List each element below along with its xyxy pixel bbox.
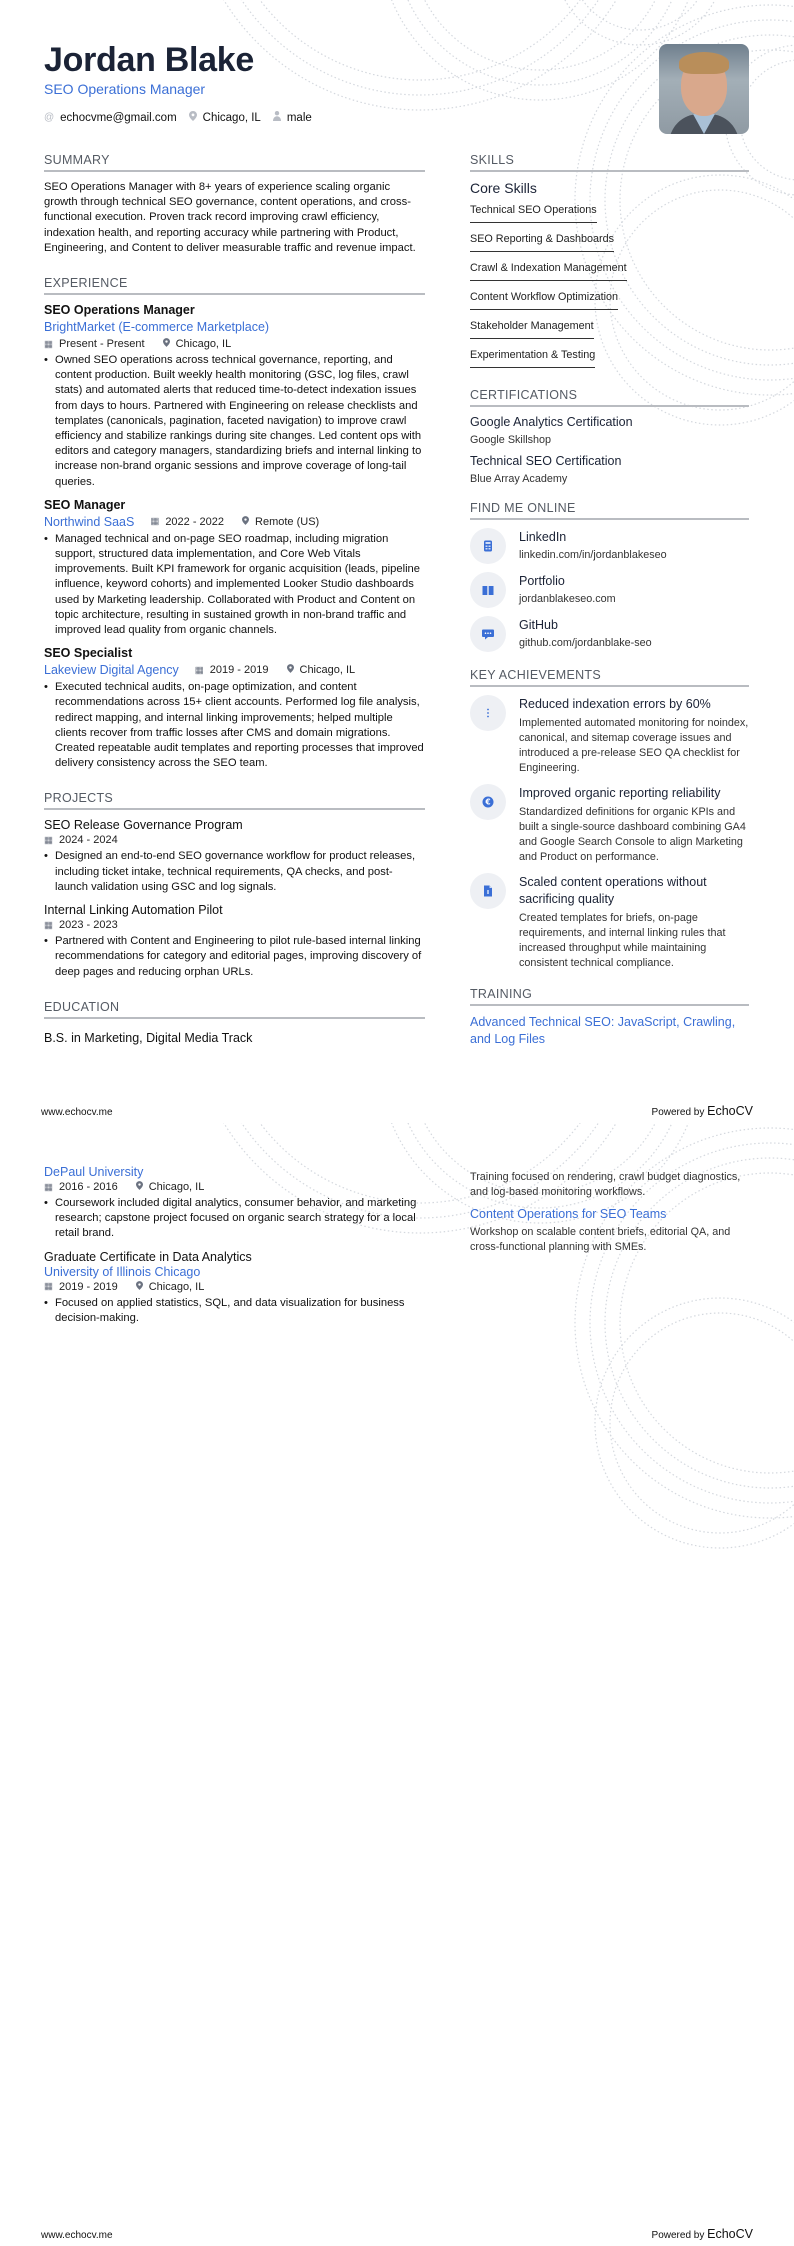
candidate-name: Jordan Blake [44, 41, 254, 79]
experience-item [44, 303, 425, 490]
left-column [44, 153, 425, 1045]
calendar-icon: ▦ [44, 338, 53, 350]
online-section [470, 501, 749, 652]
right-column-continued [470, 1168, 749, 1255]
calculator-icon [470, 528, 506, 564]
certifications-section [470, 388, 749, 485]
map-pin-icon [242, 516, 249, 528]
online-label: LinkedIn [519, 530, 567, 544]
section-title-online: FIND ME ONLINE [470, 501, 749, 520]
section-title-certifications: CERTIFICATIONS [470, 388, 749, 407]
skill-item: Crawl & Indexation Management [470, 260, 627, 281]
chat-bubble-icon [470, 616, 506, 652]
training-desc: Training focused on rendering, crawl budget diagnostics, and log-based monitoring workflows. [470, 1171, 741, 1198]
achievement-desc: Created templates for briefs, on-page requirements, and internal linking rules that increased throughput while maintaining consistent technical compliance. [519, 912, 726, 969]
map-pin-icon [287, 664, 294, 676]
skill-item: Stakeholder Management [470, 318, 594, 339]
online-item-portfolio[interactable] [470, 572, 749, 608]
project-item [44, 818, 425, 895]
footer-site[interactable]: www.echocv.me [41, 1107, 113, 1118]
education-item [44, 1250, 425, 1326]
book-icon [470, 572, 506, 608]
profile-photo [659, 44, 749, 134]
calendar-icon: ▦ [44, 834, 53, 846]
education-bullet: • Coursework included digital analytics, consumer behavior, and marketing research; capstone project focused on organic search strategy for a local retail brand. [44, 1197, 417, 1240]
achievement-title: Reduced indexation errors by 60% [519, 697, 711, 711]
job-location: Chicago, IL [299, 664, 356, 677]
achievement-desc: Standardized definitions for organic KPIs and built a single-source dashboard combining GA4 and Google Search Console to align Marketing and Product on performance. [519, 806, 746, 863]
footer-powered: Powered by EchoCV [651, 2227, 753, 2241]
job-meta [195, 664, 373, 676]
job-title: SEO Manager [44, 497, 126, 512]
online-url[interactable]: linkedin.com/in/jordanblakeseo [519, 549, 667, 561]
resume-header [44, 40, 644, 124]
achievement-desc: Implemented automated monitoring for noindex, canonical, and sitemap coverage issues and introduced a pre-release SEO QA checklist for Engineering. [519, 717, 749, 774]
project-title: SEO Release Governance Program [44, 818, 243, 833]
education-section [44, 1000, 425, 1045]
project-bullet: • Partnered with Content and Engineering to pilot rule-based internal linking recommendations for category and editorial pages, improving discovery of deep pages and reducing orphan URLs. [44, 935, 422, 978]
skills-group-title: Core Skills [470, 180, 537, 196]
file-icon [470, 873, 506, 909]
achievement-item [470, 873, 749, 971]
map-pin-icon [189, 111, 197, 124]
map-pin-icon [136, 1181, 143, 1193]
project-title: Internal Linking Automation Pilot [44, 903, 223, 918]
euro-icon [470, 784, 506, 820]
education-dates: 2019 - 2019 [58, 1280, 118, 1293]
gender-text: male [286, 111, 312, 124]
footer-powered: Powered by EchoCV [651, 1104, 753, 1118]
at-icon: @ [44, 112, 55, 123]
job-bullet: • Managed technical and on-page SEO roadmap, including migration support, structured data implementation, and Core Web Vitals improvements. Built KPI framework for organic acquisition (leads, pipeline influence, keyword cohorts) and implemented Looker Studio dashboards used by Marketing leadership. Collaborated with Product and Content on topic architecture, resulting in sustained growth in non-brand traffic and improved lead quality from organic channels. [44, 532, 420, 637]
job-bullet: • Owned SEO operations across technical governance, reporting, and content production. Built weekly health monitoring (GSC, log files, crawl stats) and automated alerts that reduced time-to-detect indexation issues from days to hours. Partnered with Engineering on release checklists and templates (canonicals, pagination, faceted navigation) to improve crawl efficiency and stabilize rankings during site changes. Led content ops with editors and category managers, standardizing briefs and internal linking to increase non-brand organic sessions and improve coverage of long-tail queries. [44, 354, 422, 488]
skill-item: SEO Reporting & Dashboards [470, 231, 614, 252]
summary-text: SEO Operations Manager with 8+ years of experience scaling organic growth through technical SEO governance, content operations, and cross-functional execution. Proven track record improving crawl efficiency, indexation health, and reporting accuracy while partnering with Product, Engineering, and Content to deliver measurable traffic and revenue impact. [44, 181, 416, 254]
company-name[interactable]: Lakeview Digital Agency [44, 663, 179, 678]
certification-org: Google Skillshop [470, 434, 552, 446]
calendar-icon: ▦ [44, 1281, 53, 1293]
section-title-achievements: KEY ACHIEVEMENTS [470, 668, 749, 687]
online-item-github[interactable] [470, 616, 749, 652]
education-dates: 2016 - 2016 [58, 1181, 118, 1193]
person-icon [273, 111, 281, 124]
email-text: echocvme@gmail.com [60, 111, 177, 124]
contact-location [189, 111, 261, 124]
job-dates: Present - Present [58, 338, 145, 351]
school-name[interactable]: University of Illinois Chicago [44, 1264, 201, 1279]
school-name[interactable]: DePaul University [44, 1165, 144, 1179]
company-name[interactable]: Northwind SaaS [44, 514, 135, 529]
job-location: Remote (US) [255, 515, 320, 528]
job-meta [44, 338, 425, 350]
achievement-item [470, 695, 749, 776]
calendar-icon: ▦ [44, 1181, 53, 1193]
section-title-skills: SKILLS [470, 153, 749, 172]
experience-item [44, 498, 425, 638]
right-column [470, 153, 749, 1048]
education-item [44, 1165, 425, 1242]
section-title-experience: EXPERIENCE [44, 276, 425, 295]
vertical-dots-icon [470, 695, 506, 731]
online-label: GitHub [519, 618, 558, 632]
online-label: Portfolio [519, 574, 565, 588]
calendar-icon: ▦ [194, 664, 204, 676]
achievement-item [470, 784, 749, 865]
footer-brand[interactable]: EchoCV [707, 2227, 753, 2241]
certification-org: Blue Array Academy [470, 473, 568, 485]
achievement-title: Improved organic reporting reliability [519, 786, 721, 800]
training-section [470, 987, 749, 1048]
experience-item [44, 646, 425, 771]
training-title: Content Operations for SEO Teams [470, 1207, 667, 1221]
skill-item: Technical SEO Operations [470, 202, 597, 223]
contact-row [44, 111, 644, 124]
education-location: Chicago, IL [148, 1181, 205, 1193]
job-bullet: • Executed technical audits, on-page optimization, and content recommendations across 15+ client accounts. Performed log file analysis, redirect mapping, and internal linking improvements; helped multiple clients recover from traffic losses after CMS and domain migrations. Created repeatable audit templates and reporting processes that improved delivery consistency across the SEO team. [44, 681, 424, 770]
candidate-role: SEO Operations Manager [44, 81, 206, 97]
achievements-section [470, 668, 749, 971]
job-meta [150, 516, 337, 528]
training-desc: Workshop on scalable content briefs, editorial QA, and cross-functional planning with SMEs. [470, 1226, 731, 1253]
section-title-projects: PROJECTS [44, 791, 425, 810]
section-title-training: TRAINING [470, 987, 749, 1006]
certification-name: Technical SEO Certification [470, 454, 622, 468]
education-location: Chicago, IL [148, 1280, 205, 1293]
online-item-linkedin[interactable] [470, 528, 749, 564]
education-degree: B.S. in Marketing, Digital Media Track [44, 1030, 253, 1045]
company-name[interactable]: BrightMarket (E-commerce Marketplace) [44, 320, 270, 335]
achievement-title: Scaled content operations without sacrificing quality [519, 875, 707, 906]
skill-list [470, 200, 749, 374]
online-url[interactable]: jordanblakeseo.com [519, 593, 616, 605]
education-degree: Graduate Certificate in Data Analytics [44, 1249, 252, 1264]
project-dates: 2023 - 2023 [58, 919, 118, 932]
job-dates: 2022 - 2022 [165, 515, 225, 528]
online-url[interactable]: github.com/jordanblake-seo [519, 637, 652, 649]
education-bullet: • Focused on applied statistics, SQL, and data visualization for business decision-making. [44, 1296, 405, 1324]
project-dates: 2024 - 2024 [58, 834, 118, 847]
project-bullet: • Designed an end-to-end SEO governance workflow for product releases, including ticket intake, technical requirements, QA checks, and post-launch validation using GSC and log signals. [44, 850, 416, 893]
job-dates: 2019 - 2019 [209, 664, 269, 677]
contact-email[interactable] [44, 112, 177, 124]
section-title-summary: SUMMARY [44, 153, 425, 172]
footer-site[interactable]: www.echocv.me [41, 2230, 113, 2241]
section-title-education: EDUCATION [44, 1000, 425, 1019]
projects-section [44, 791, 425, 979]
left-column-continued [44, 1165, 425, 1326]
job-title: SEO Operations Manager [44, 303, 195, 318]
svg-text:€: € [485, 797, 491, 807]
location-text: Chicago, IL [202, 111, 261, 124]
page-footer [41, 1104, 753, 1118]
page-footer [41, 2227, 753, 2241]
map-pin-icon [163, 338, 170, 350]
job-title: SEO Specialist [44, 646, 133, 661]
skills-section [470, 153, 749, 374]
skill-item: Experimentation & Testing [470, 347, 595, 368]
footer-brand[interactable]: EchoCV [707, 1104, 753, 1118]
contact-gender [273, 111, 312, 124]
map-pin-icon [136, 1281, 143, 1293]
job-location: Chicago, IL [175, 338, 232, 351]
resume-page-2 [0, 1123, 794, 2246]
certification-name: Google Analytics Certification [470, 415, 633, 429]
calendar-icon: ▦ [44, 919, 53, 931]
summary-section [44, 153, 425, 256]
skill-item: Content Workflow Optimization [470, 289, 618, 310]
experience-section [44, 276, 425, 771]
project-item [44, 903, 425, 980]
calendar-icon: ▦ [150, 516, 160, 528]
training-title: Advanced Technical SEO: JavaScript, Crawling, and Log Files [470, 1015, 736, 1046]
